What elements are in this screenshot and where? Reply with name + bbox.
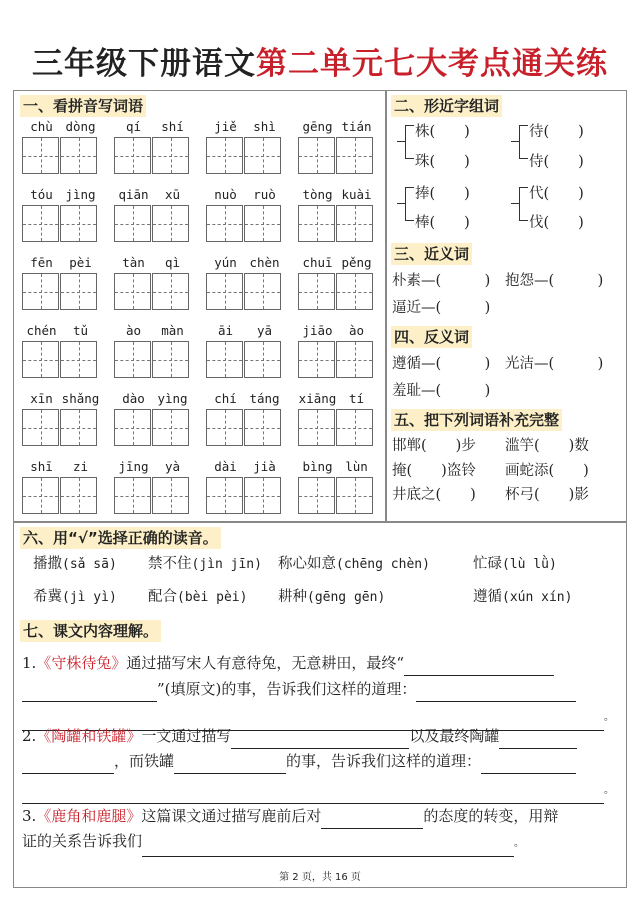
pinyin-options[interactable]: (chēng chèn) bbox=[336, 557, 430, 572]
word-group bbox=[114, 323, 192, 378]
writing-box[interactable] bbox=[244, 409, 281, 446]
pronunciation-item bbox=[278, 587, 385, 608]
pinyin-syllable: jīng bbox=[118, 459, 149, 474]
word: 称心如意 bbox=[278, 556, 336, 572]
pinyin-syllable: xīn bbox=[30, 391, 53, 406]
pinyin-row bbox=[22, 323, 377, 383]
word-group bbox=[114, 391, 192, 446]
pinyin-options[interactable]: (xún xín) bbox=[502, 590, 573, 605]
answer-blank[interactable] bbox=[321, 812, 423, 829]
q-text: ，而铁罐 bbox=[114, 752, 175, 770]
writing-box[interactable] bbox=[60, 477, 97, 514]
writing-box[interactable] bbox=[298, 341, 335, 378]
pinyin-syllable: pèi bbox=[69, 255, 92, 270]
word-group bbox=[298, 187, 376, 242]
answer-blank[interactable] bbox=[231, 732, 409, 749]
writing-box[interactable] bbox=[22, 273, 59, 310]
pinyin-syllable: zi bbox=[72, 459, 89, 474]
antonym-item: 羞耻—( ) bbox=[392, 383, 491, 399]
pinyin-options[interactable]: (jì yì) bbox=[62, 590, 117, 605]
synonym-item: 抱怨—( ) bbox=[505, 273, 604, 289]
pinyin-syllable: dài bbox=[214, 459, 237, 474]
writing-box[interactable] bbox=[336, 409, 373, 446]
writing-box[interactable] bbox=[114, 477, 151, 514]
q-num: 1. bbox=[22, 654, 37, 672]
pronunciation-item bbox=[148, 554, 262, 575]
pinyin-syllable: jiāo bbox=[302, 323, 333, 338]
q-num: 3. bbox=[22, 807, 37, 825]
bracket bbox=[519, 187, 528, 221]
answer-blank[interactable] bbox=[142, 840, 514, 857]
pinyin bbox=[206, 391, 284, 409]
pinyin bbox=[298, 255, 376, 273]
pinyin-syllable: xū bbox=[164, 187, 181, 202]
writing-box[interactable] bbox=[22, 477, 59, 514]
pinyin-syllable: tí bbox=[348, 391, 365, 406]
synonym-item: 朴素—( ) bbox=[392, 273, 491, 289]
bracket bbox=[519, 125, 528, 159]
writing-box[interactable] bbox=[114, 137, 151, 174]
writing-box[interactable] bbox=[152, 341, 189, 378]
title-black: 三年级下册语文 bbox=[32, 46, 256, 82]
page-footer: 第 2 页，共 16 页 bbox=[279, 872, 361, 883]
pinyin bbox=[114, 119, 192, 137]
pinyin-syllable: chén bbox=[26, 323, 57, 338]
section1-heading: 一、看拼音写词语 bbox=[20, 95, 146, 117]
word-group bbox=[114, 459, 192, 514]
pinyin-syllable: ào bbox=[348, 323, 365, 338]
writing-box[interactable] bbox=[336, 477, 373, 514]
writing-box[interactable] bbox=[22, 137, 59, 174]
pinyin-syllable: tián bbox=[341, 119, 372, 134]
answer-blank[interactable] bbox=[22, 757, 114, 774]
similar-char: 待( ) bbox=[529, 124, 584, 140]
q-text: 以及最终陶罐 bbox=[409, 727, 500, 745]
writing-box[interactable] bbox=[60, 137, 97, 174]
word-group bbox=[22, 391, 100, 446]
pinyin-syllable: qì bbox=[164, 255, 181, 270]
word-group bbox=[298, 391, 376, 446]
writing-box[interactable] bbox=[152, 477, 189, 514]
pinyin-options[interactable]: (bèi pèi) bbox=[177, 590, 248, 605]
writing-box[interactable] bbox=[206, 273, 243, 310]
book-title: 《陶罐和铁罐》 bbox=[36, 727, 142, 745]
pinyin bbox=[298, 323, 376, 341]
pinyin-syllable: yā bbox=[256, 323, 273, 338]
bracket bbox=[405, 125, 414, 159]
pinyin-syllable: chù bbox=[30, 119, 53, 134]
question-2-line3 bbox=[22, 775, 614, 804]
idiom-item: 画蛇添( ) bbox=[505, 463, 589, 479]
idiom-item: 邯郸( )步 bbox=[392, 438, 476, 454]
writing-box[interactable] bbox=[336, 137, 373, 174]
word: 禁不住 bbox=[148, 556, 192, 572]
answer-blank[interactable] bbox=[481, 757, 576, 774]
writing-box[interactable] bbox=[298, 477, 335, 514]
writing-box[interactable] bbox=[298, 409, 335, 446]
writing-box[interactable] bbox=[60, 273, 97, 310]
q-text: 这篇课文通过描写鹿前后对 bbox=[141, 807, 322, 825]
antonym-item: 遵循—( ) bbox=[392, 356, 491, 372]
writing-box[interactable] bbox=[22, 409, 59, 446]
word-group bbox=[22, 187, 100, 242]
pinyin-options[interactable]: (sǎ sā) bbox=[62, 557, 117, 572]
pinyin-options[interactable]: (gēng gēn) bbox=[307, 590, 386, 605]
word: 耕种 bbox=[278, 589, 307, 605]
pinyin bbox=[298, 459, 376, 477]
pinyin bbox=[206, 459, 284, 477]
writing-box[interactable] bbox=[114, 205, 151, 242]
pinyin bbox=[298, 391, 376, 409]
writing-box[interactable] bbox=[206, 137, 243, 174]
word: 播撒 bbox=[33, 556, 62, 572]
title-red: 第二单元七大考点通关练 bbox=[256, 46, 608, 82]
writing-box[interactable] bbox=[244, 273, 281, 310]
similar-char: 伐( ) bbox=[529, 215, 584, 231]
pinyin-syllable: màn bbox=[161, 323, 184, 338]
word-group bbox=[22, 255, 100, 310]
idiom-item: 杯弓( )影 bbox=[505, 487, 589, 503]
word-group bbox=[206, 459, 284, 514]
writing-box[interactable] bbox=[298, 205, 335, 242]
pinyin bbox=[298, 119, 376, 137]
answer-blank[interactable] bbox=[499, 732, 577, 749]
question-1-line2 bbox=[22, 676, 576, 702]
writing-box[interactable] bbox=[244, 205, 281, 242]
idiom-item: 滥竽( )数 bbox=[505, 438, 589, 454]
word-group bbox=[298, 255, 376, 310]
word-group bbox=[206, 255, 284, 310]
writing-box[interactable] bbox=[298, 273, 335, 310]
pinyin-syllable: jìng bbox=[65, 187, 96, 202]
pinyin-syllable: pěng bbox=[341, 255, 372, 270]
pinyin-syllable: qiān bbox=[118, 187, 149, 202]
book-title: 《守株待兔》 bbox=[36, 654, 127, 672]
pinyin-syllable: xiāng bbox=[298, 391, 337, 406]
pronunciation-item bbox=[33, 554, 117, 575]
word-group bbox=[298, 459, 376, 514]
writing-box[interactable] bbox=[152, 137, 189, 174]
pronunciation-item bbox=[473, 554, 557, 575]
similar-char: 棒( ) bbox=[415, 215, 470, 231]
pinyin-row bbox=[22, 187, 377, 247]
pinyin bbox=[114, 459, 192, 477]
pinyin bbox=[114, 323, 192, 341]
word: 遵循 bbox=[473, 589, 502, 605]
pinyin bbox=[114, 391, 192, 409]
writing-box[interactable] bbox=[152, 409, 189, 446]
writing-box[interactable] bbox=[152, 205, 189, 242]
word-group bbox=[206, 323, 284, 378]
pinyin-syllable: chí bbox=[214, 391, 237, 406]
word-group bbox=[22, 323, 100, 378]
pinyin-row bbox=[22, 255, 377, 315]
writing-box[interactable] bbox=[244, 477, 281, 514]
q-num: 2. bbox=[22, 727, 37, 745]
similar-char: 侍( ) bbox=[529, 154, 584, 170]
writing-box[interactable] bbox=[114, 341, 151, 378]
pinyin bbox=[22, 119, 100, 137]
pinyin-syllable: kuài bbox=[341, 187, 372, 202]
idiom-item: 掩( )盗铃 bbox=[392, 463, 476, 479]
pinyin-syllable: yà bbox=[164, 459, 181, 474]
pinyin-syllable: shǎng bbox=[61, 391, 100, 406]
pinyin bbox=[206, 119, 284, 137]
bracket bbox=[405, 187, 414, 221]
q-text: 通过描写宋人有意待兔，无意耕田，最终“ bbox=[126, 654, 404, 672]
question-3 bbox=[22, 803, 558, 829]
question-2 bbox=[22, 723, 577, 749]
pinyin-syllable: tòng bbox=[302, 187, 333, 202]
answer-blank[interactable] bbox=[416, 685, 576, 702]
writing-box[interactable] bbox=[114, 409, 151, 446]
pinyin bbox=[114, 255, 192, 273]
pinyin bbox=[22, 391, 100, 409]
writing-box[interactable] bbox=[244, 341, 281, 378]
section5-heading: 五、把下列词语补充完整 bbox=[391, 409, 562, 431]
word-group bbox=[22, 119, 100, 174]
pinyin-syllable: táng bbox=[249, 391, 280, 406]
word: 希冀 bbox=[33, 589, 62, 605]
pinyin bbox=[22, 459, 100, 477]
column-divider bbox=[385, 90, 387, 522]
writing-box[interactable] bbox=[60, 409, 97, 446]
page-title bbox=[0, 38, 640, 83]
writing-box[interactable] bbox=[152, 273, 189, 310]
answer-blank[interactable] bbox=[174, 757, 286, 774]
q-text: 的态度的转变，用辩 bbox=[423, 807, 559, 825]
pinyin-syllable: tàn bbox=[122, 255, 145, 270]
pinyin bbox=[22, 255, 100, 273]
q-text: ”(填原文)的事，告诉我们这样的道理： bbox=[157, 680, 417, 698]
pinyin-syllable: ào bbox=[125, 323, 142, 338]
pinyin bbox=[22, 323, 100, 341]
similar-char: 捧( ) bbox=[415, 186, 470, 202]
period: 。 bbox=[514, 838, 525, 849]
answer-blank[interactable] bbox=[22, 685, 157, 702]
word: 配合 bbox=[148, 589, 177, 605]
writing-box[interactable] bbox=[336, 273, 373, 310]
pinyin bbox=[114, 187, 192, 205]
word-group bbox=[22, 459, 100, 514]
writing-box[interactable] bbox=[336, 205, 373, 242]
writing-box[interactable] bbox=[60, 341, 97, 378]
pinyin-syllable: ruò bbox=[253, 187, 276, 202]
q-text: 的事，告诉我们这样的道理： bbox=[286, 752, 482, 770]
section4-heading: 四、反义词 bbox=[391, 326, 472, 348]
similar-char: 珠( ) bbox=[415, 154, 470, 170]
pinyin-syllable: nuò bbox=[214, 187, 237, 202]
book-title: 《鹿角和鹿腿》 bbox=[36, 807, 142, 825]
pinyin-syllable: chuī bbox=[302, 255, 333, 270]
writing-box[interactable] bbox=[60, 205, 97, 242]
pinyin-syllable: dòng bbox=[65, 119, 96, 134]
section2-heading: 二、形近字组词 bbox=[391, 95, 502, 117]
pinyin-syllable: gēng bbox=[302, 119, 333, 134]
similar-char: 株( ) bbox=[415, 124, 470, 140]
pinyin-syllable: shí bbox=[161, 119, 184, 134]
word-group bbox=[114, 119, 192, 174]
pinyin bbox=[206, 187, 284, 205]
word-group bbox=[114, 255, 192, 310]
antonym-item: 光洁—( ) bbox=[505, 356, 604, 372]
pinyin-syllable: fēn bbox=[30, 255, 53, 270]
period: 。 bbox=[604, 712, 614, 723]
pinyin-syllable: chèn bbox=[249, 255, 280, 270]
pronunciation-item bbox=[148, 587, 247, 608]
pinyin-syllable: dào bbox=[122, 391, 145, 406]
pinyin-syllable: yìng bbox=[157, 391, 188, 406]
pronunciation-item bbox=[33, 587, 117, 608]
writing-box[interactable] bbox=[336, 341, 373, 378]
pinyin bbox=[22, 187, 100, 205]
writing-box[interactable] bbox=[298, 137, 335, 174]
pinyin-syllable: yún bbox=[214, 255, 237, 270]
pinyin-syllable: āi bbox=[217, 323, 234, 338]
pinyin-syllable: tǔ bbox=[72, 323, 89, 338]
pinyin-syllable: jià bbox=[253, 459, 276, 474]
q-text: 证的关系告诉我们 bbox=[22, 832, 143, 850]
writing-box[interactable] bbox=[244, 137, 281, 174]
pinyin-row bbox=[22, 459, 377, 519]
section3-heading: 三、近义词 bbox=[391, 243, 472, 265]
writing-box[interactable] bbox=[206, 205, 243, 242]
pinyin-syllable: qí bbox=[125, 119, 142, 134]
pinyin-row bbox=[22, 119, 377, 179]
pronunciation-item bbox=[473, 587, 572, 608]
synonym-item: 逼近—( ) bbox=[392, 300, 491, 316]
section7-heading: 七、课文内容理解。 bbox=[20, 620, 161, 642]
pinyin-options[interactable]: (lù lǜ) bbox=[502, 557, 557, 572]
pinyin bbox=[298, 187, 376, 205]
pinyin-syllable: lùn bbox=[345, 459, 368, 474]
pinyin bbox=[206, 323, 284, 341]
writing-box[interactable] bbox=[22, 341, 59, 378]
section6-heading: 六、用“√”选择正确的读音。 bbox=[20, 527, 221, 549]
pinyin bbox=[206, 255, 284, 273]
word: 忙碌 bbox=[473, 556, 502, 572]
writing-box[interactable] bbox=[22, 205, 59, 242]
pinyin-syllable: tóu bbox=[30, 187, 53, 202]
pinyin-options[interactable]: (jìn jīn) bbox=[191, 557, 262, 572]
pinyin-syllable: jiě bbox=[214, 119, 237, 134]
writing-box[interactable] bbox=[206, 477, 243, 514]
word-group bbox=[206, 391, 284, 446]
period: 。 bbox=[604, 785, 614, 796]
question-3-line2 bbox=[22, 828, 524, 857]
row-divider bbox=[13, 521, 627, 523]
pinyin-row bbox=[22, 391, 377, 451]
writing-box[interactable] bbox=[206, 341, 243, 378]
answer-blank[interactable] bbox=[22, 787, 604, 804]
word-group bbox=[298, 119, 376, 174]
word-group bbox=[206, 187, 284, 242]
similar-char: 代( ) bbox=[529, 186, 584, 202]
word-group bbox=[298, 323, 376, 378]
q-text: 一文通过描写 bbox=[141, 727, 232, 745]
pronunciation-item bbox=[278, 554, 430, 575]
pinyin-syllable: shì bbox=[253, 119, 276, 134]
question-2-line2 bbox=[22, 748, 576, 774]
writing-box[interactable] bbox=[114, 273, 151, 310]
pinyin-syllable: shī bbox=[30, 459, 53, 474]
pinyin-syllable: bìng bbox=[302, 459, 333, 474]
word-group bbox=[114, 187, 192, 242]
idiom-item: 井底之( ) bbox=[392, 487, 476, 503]
writing-box[interactable] bbox=[206, 409, 243, 446]
question-1 bbox=[22, 650, 554, 676]
answer-blank[interactable] bbox=[404, 659, 554, 676]
word-group bbox=[206, 119, 284, 174]
